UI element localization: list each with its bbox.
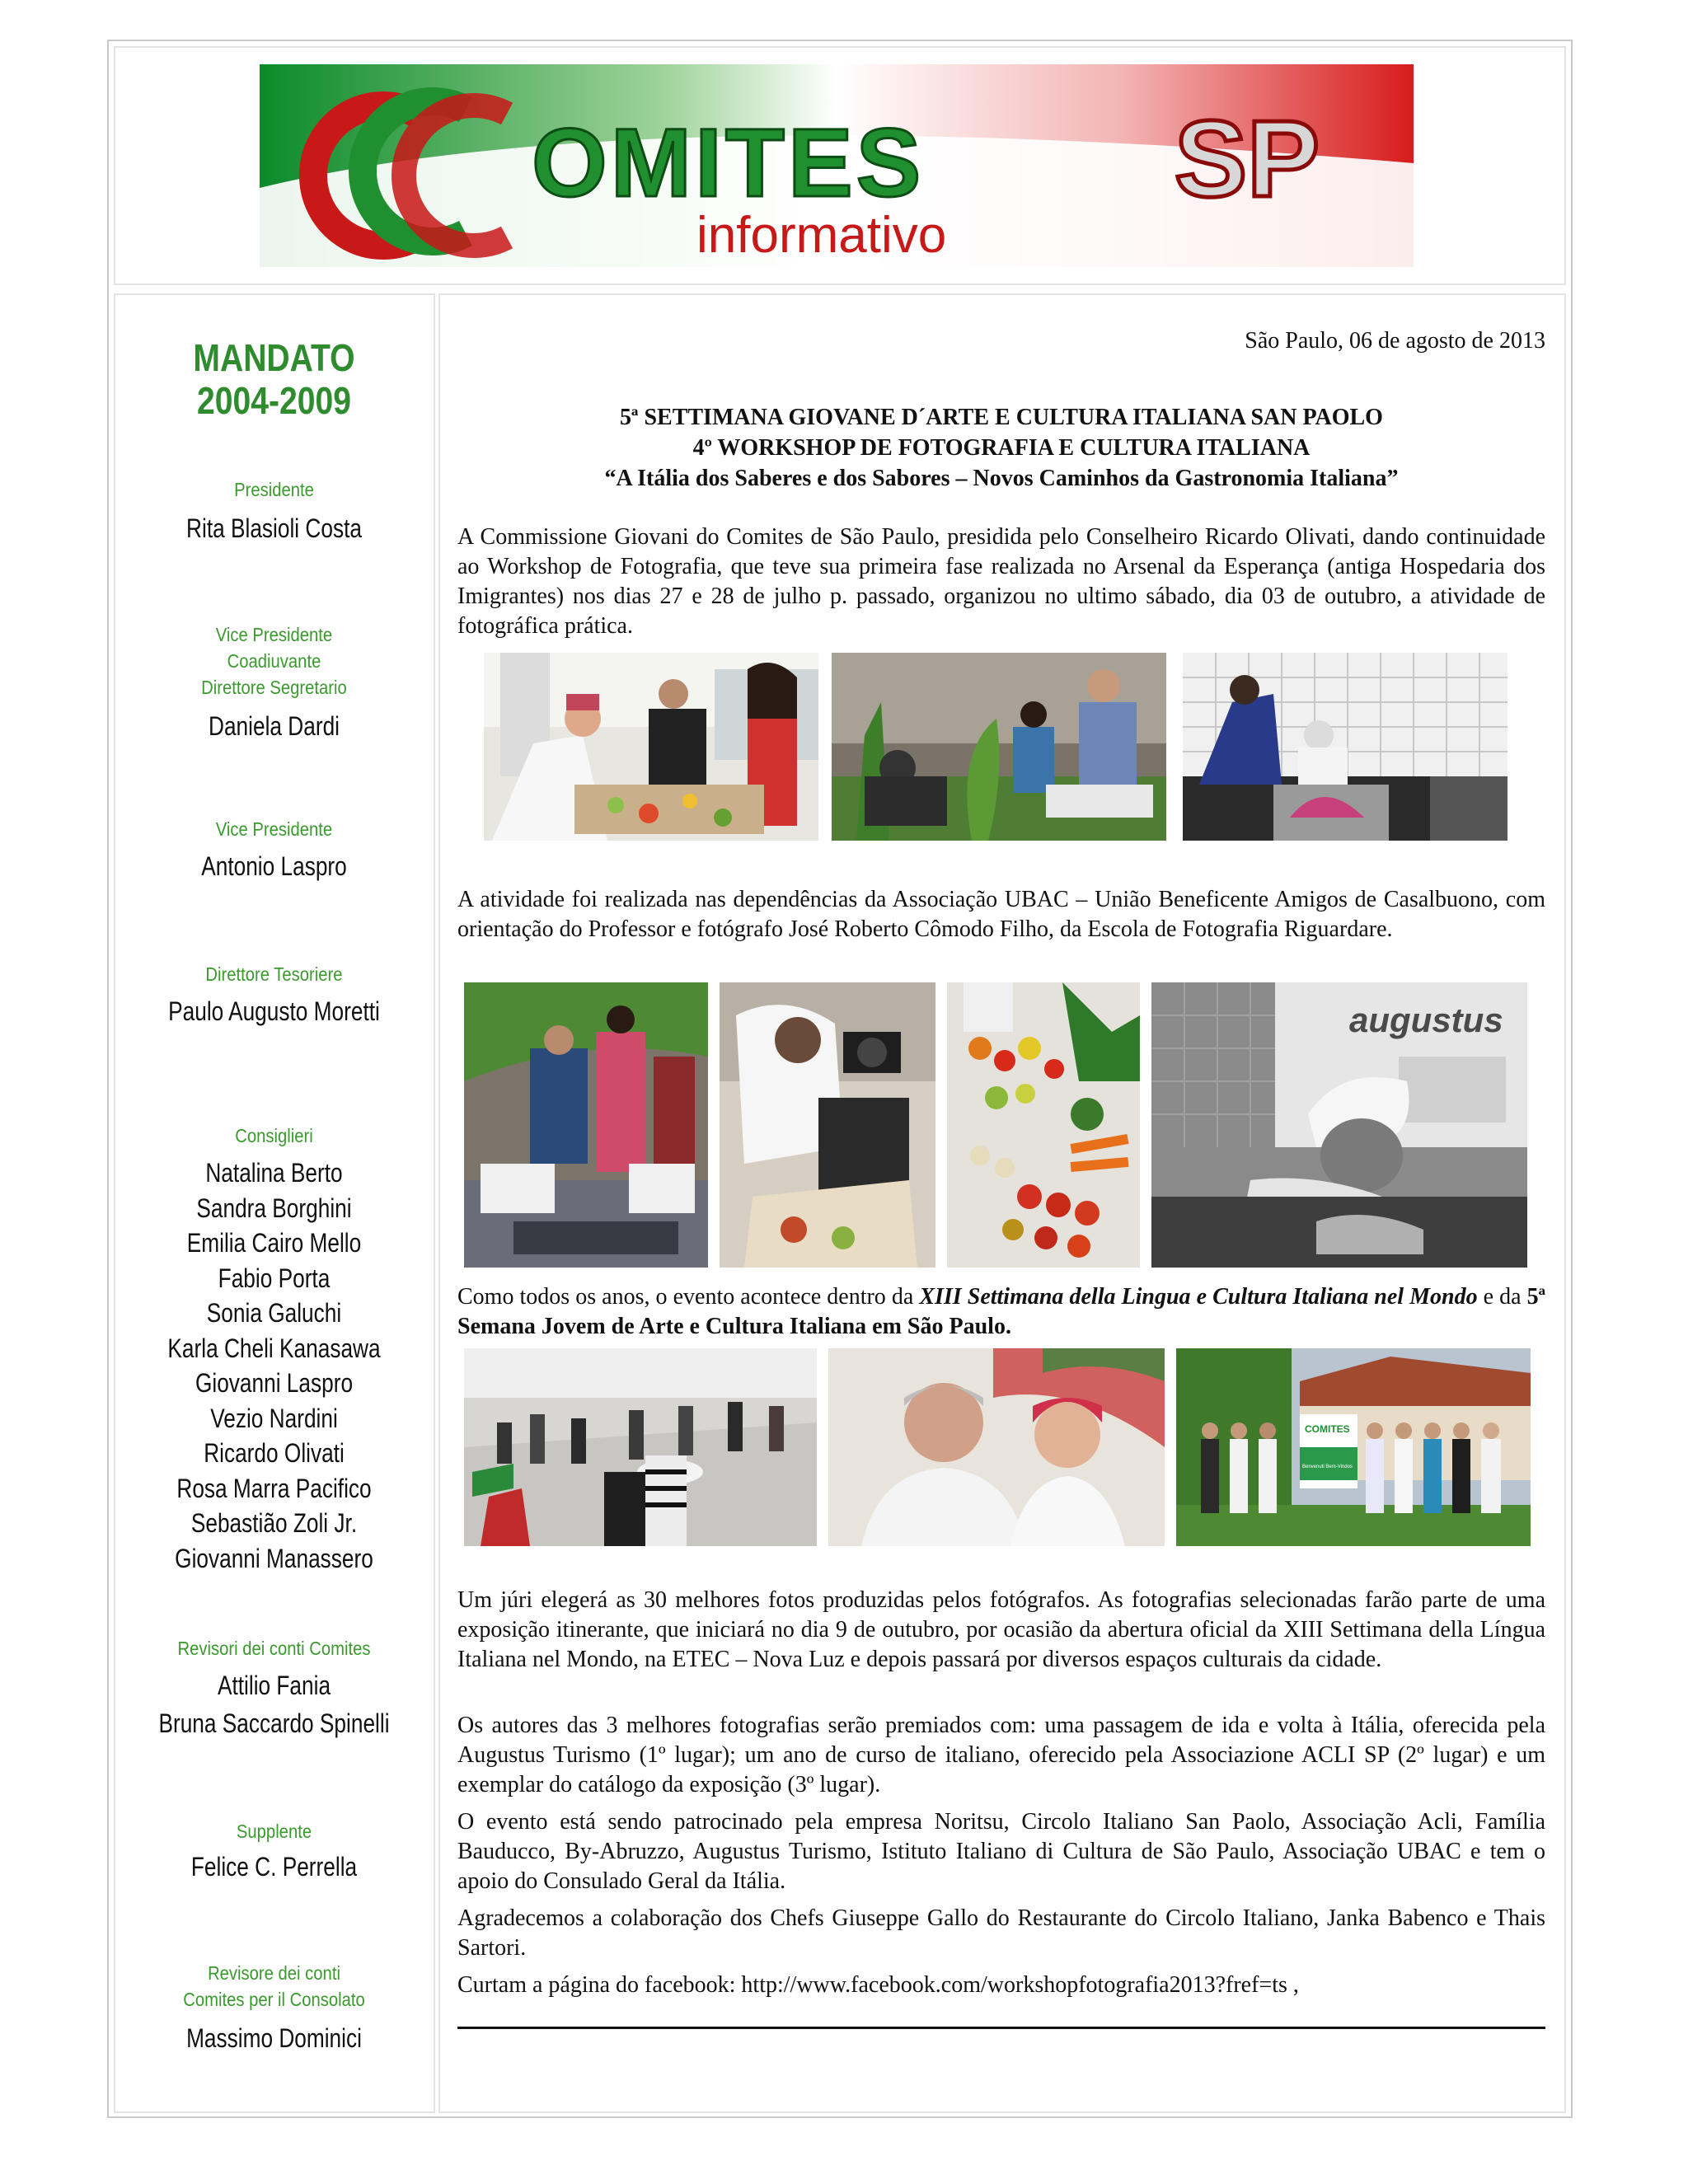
paragraph-1: A Commissione Giovani do Comites de São Paulo, presidida pelo Conselheiro Ricardo Olivati, dando continuidade ao Workshop de Fotografia, que teve sua primeira fase realizada no Arsenal da Esperança (antiga Hospedaria dos Imigrantes) nos dias 27 e 28 de julho p. passado, organizou no ultimo sábado, dia 03 de outubro, a atividade de fotográfica prática. — [457, 524, 1545, 639]
sidebar — [115, 297, 433, 2114]
paragraph-3-settimana: XIII Settimana della Lingua e Cultura Italiana nel Mondo — [919, 1284, 1478, 1310]
name-presidente: Rita Blasioli Costa — [186, 513, 362, 543]
photo-event-room — [464, 1348, 817, 1546]
paragraph-3-intro: Como todos os anos, o evento acontece dentro da — [457, 1284, 920, 1310]
role-vice-presidente: Vice Presidente — [215, 624, 333, 645]
name-consigliere: Vezio Nardini — [210, 1404, 338, 1433]
role-supplente: Supplente — [236, 1821, 312, 1842]
photo-vegetables — [947, 982, 1140, 1268]
role-vice-presidente-2: Vice Presidente — [215, 818, 333, 840]
photo-banner-text: COMITES — [1305, 1423, 1350, 1435]
name-consigliere: Giovanni Laspro — [195, 1368, 354, 1398]
photo-banner-sub: Benvenuti Bem-Vindos — [1302, 1465, 1353, 1469]
name-tesoriere: Paulo Augusto Moretti — [168, 996, 380, 1026]
name-consigliere: Ricardo Olivati — [204, 1438, 345, 1468]
name-vice-presidente-1: Daniela Dardi — [209, 711, 340, 741]
photo-garden-photographers — [832, 653, 1166, 841]
paragraph-7: Agradecemos a colaboração dos Chefs Giuseppe Gallo do Restaurante do Circolo Italiano, Janka Babenco e Thais Sartori. — [457, 1905, 1545, 1961]
name-consigliere: Fabio Porta — [218, 1263, 331, 1293]
role-comites-consolato: Comites per il Consolato — [183, 1989, 365, 2010]
photo-portrait-couple — [828, 1348, 1165, 1546]
role-revisore-conti: Revisore dei conti — [208, 1962, 340, 1984]
role-revisori: Revisori dei conti Comites — [177, 1638, 371, 1659]
title-line-3: “A Itália dos Saberes e dos Sabores – Novos Caminhos da Gastronomia Italiana” — [604, 466, 1399, 491]
name-consigliere: Emilia Cairo Mello — [186, 1228, 362, 1258]
paragraph-3 — [457, 1282, 1545, 1342]
name-consigliere: Giovanni Manassero — [175, 1544, 373, 1573]
title-line-2: 4º WORKSHOP DE FOTOGRAFIA E CULTURA ITALIANA — [692, 435, 1311, 461]
paragraph-2: A atividade foi realizada nas dependências da Associação UBAC – União Beneficente Amigos de Casalbuono, com orientação do Professor e fotógrafo José Roberto Cômodo Filho, da Escola de Fotografia Riguardare. — [457, 887, 1545, 942]
photo-young-chef-bw — [1151, 982, 1527, 1268]
name-consigliere: Rosa Marra Pacifico — [176, 1474, 372, 1503]
paragraph-5: Os autores das 3 melhores fotografias serão premiados com: uma passagem de ida e volta à Itália, oferecida pela Augustus Turismo (1º lugar); um ano de curso de italiano, oferecido pela Associazione ACLI SP (2º lugar) e um exemplar do catálogo da exposição (3º lugar). — [457, 1713, 1545, 1797]
name-consigliere: Sonia Galuchi — [206, 1298, 342, 1328]
article-date: São Paulo, 06 de agosto de 2013 — [1245, 328, 1545, 354]
photo-group-photographing — [464, 982, 708, 1268]
name-vice-presidente-2: Antonio Laspro — [201, 851, 347, 881]
comites-sp-logo — [260, 64, 1414, 267]
title-line-1: 5ª SETTIMANA GIOVANE D´ARTE E CULTURA ITALIANA SAN PAOLO — [620, 405, 1383, 430]
role-presidente: Presidente — [234, 479, 314, 500]
paragraph-4: Um júri elegerá as 30 melhores fotos produzidas pelos fotógrafos. As fotografias selecionadas farão parte de uma exposição itinerante, que iniciará no dia 9 de outubro, por ocasião da abertura oficial da XIII Settimana della Língua Italiana nel Mondo, na ETEC – Nova Luz e depois passará por diversos espaços culturais da cidade. — [457, 1587, 1545, 1672]
paragraph-3-semana: 5ª Semana Jovem de Arte e Cultura Italiana em São Paulo. — [457, 1284, 1545, 1339]
role-consiglieri: Consiglieri — [235, 1125, 313, 1146]
role-direttore-segretario: Direttore Segretario — [201, 677, 347, 698]
bottom-rule — [457, 2027, 1545, 2029]
photo-kitchen-chef — [484, 653, 818, 841]
logo-sub: informativo — [696, 207, 947, 264]
logo-word: OMITES — [532, 109, 925, 218]
name-consigliere: Natalina Berto — [205, 1158, 343, 1188]
role-coadiuvante: Coadiuvante — [227, 650, 321, 672]
photo-group-outdoor — [1176, 1348, 1531, 1546]
name-consigliere: Sebastião Zoli Jr. — [190, 1508, 358, 1538]
name-revisore: Attilio Fania — [217, 1671, 331, 1700]
photo-kitchen-tiles — [1183, 653, 1507, 841]
photo-sign-text: augustus — [1349, 1001, 1503, 1039]
photo-camera-closeup — [720, 982, 935, 1268]
logo-sp: SP — [1175, 98, 1320, 219]
name-supplente: Felice C. Perrella — [190, 1852, 358, 1882]
article-titles — [457, 402, 1545, 494]
mandato-title: MANDATO — [193, 336, 355, 379]
name-revisore: Bruna Saccardo Spinelli — [158, 1708, 390, 1738]
paragraph-6: O evento está sendo patrocinado pela empresa Noritsu, Circolo Italiano San Paolo, Associação Acli, Família Bauducco, By-Abruzzo, Augustus Turismo, Istituto Italiano di Cultura de São Paulo, Associação UBAC e tem o apoio do Consulado Geral da Itália. — [457, 1809, 1545, 1894]
name-consigliere: Karla Cheli Kanasawa — [167, 1333, 381, 1363]
name-consigliere: Sandra Borghini — [196, 1193, 352, 1223]
paragraph-3-connector: e da — [1477, 1284, 1527, 1310]
name-revisore-consolato: Massimo Dominici — [186, 2023, 362, 2053]
role-direttore-tesoriere: Direttore Tesoriere — [205, 963, 343, 985]
facebook-link-paragraph[interactable]: Curtam a página do facebook: http://www.facebook.com/workshopfotografia2013?fref=ts , — [457, 1972, 1299, 1998]
mandato-years: 2004-2009 — [197, 379, 351, 422]
